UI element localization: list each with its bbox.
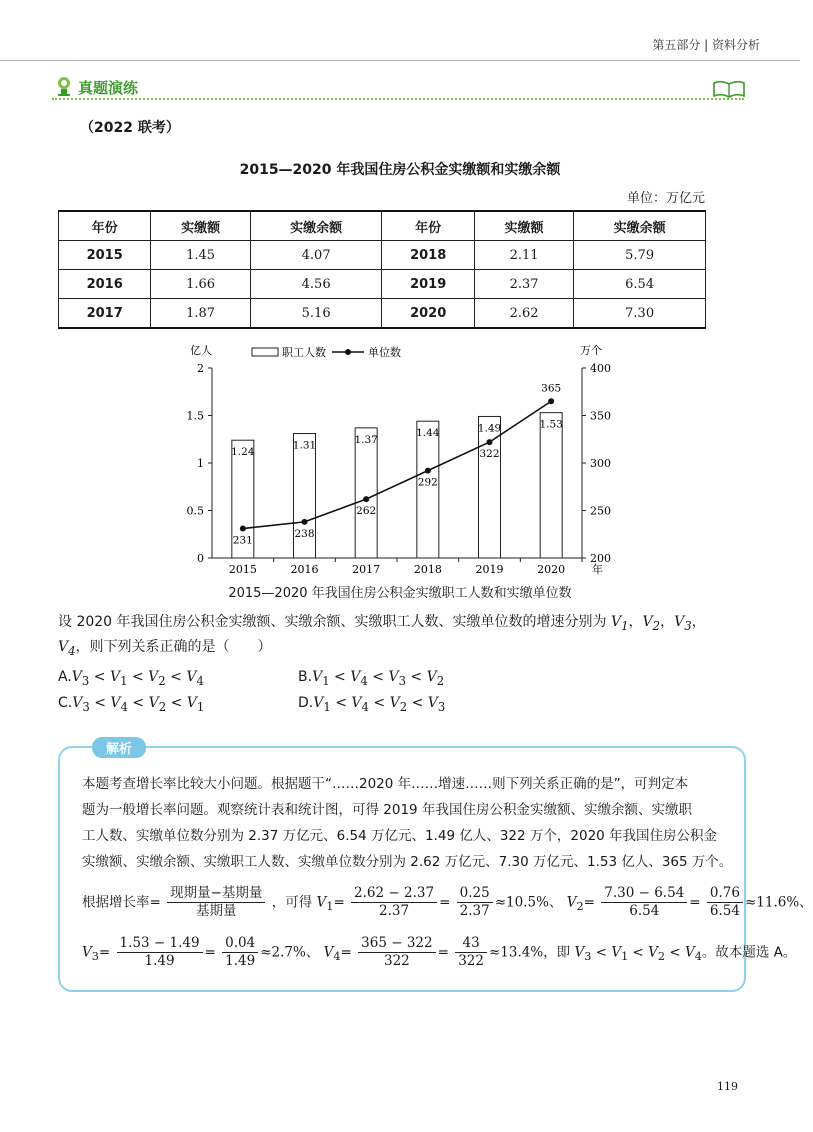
option-var: V [148, 695, 159, 711]
frac-num: 1.53 − 1.49 [117, 935, 203, 953]
table-cell: 7.30 [574, 299, 706, 329]
table-cell: 2015 [59, 241, 151, 270]
header-cell: 实缴余额 [250, 211, 382, 241]
option-var: V [350, 669, 361, 685]
option-var: V [186, 669, 197, 685]
v1-fraction-2 [457, 885, 493, 920]
frac-den: 6.54 [629, 903, 660, 919]
section-divider [52, 98, 744, 100]
point-units [548, 398, 554, 404]
frac-num: 365 − 322 [358, 935, 435, 953]
option-var: V [426, 669, 437, 685]
legend-line-label: 单位数 [368, 346, 401, 359]
option-b[interactable]: $B.V_1 < V_4 < V_3 < V_2$ [298, 669, 445, 688]
v4-fraction [358, 935, 435, 970]
bar-label: 1.24 [231, 446, 255, 459]
frac-num: 7.30 − 6.54 [601, 885, 687, 903]
table-title: 2015—2020 年我国住房公积金实缴额和实缴余额 [239, 162, 561, 178]
table-cell: 2.62 [474, 299, 573, 329]
tick-label-left: 1 [197, 457, 204, 470]
conclusion-post: 。故本题选 A。 [701, 944, 797, 961]
bar-label: 1.49 [477, 422, 502, 435]
formula-intro: 根据增长率= [82, 894, 161, 911]
table-cell: 2.11 [474, 241, 573, 270]
var-v3: $V_3$ [674, 614, 692, 633]
v2-approx: ≈11.6% [744, 894, 800, 911]
point-label: 365 [541, 382, 562, 395]
tick-label-left: 0 [197, 552, 204, 565]
open-book-icon [712, 80, 746, 98]
table-cell: 5.79 [574, 241, 706, 270]
bar-label: 1.44 [416, 427, 440, 440]
table-cell: 2017 [59, 299, 151, 329]
point-units [240, 526, 246, 532]
point-label: 322 [479, 448, 500, 461]
analysis-line: 本题考查增长率比较大小问题。根据题干“……2020 年……增速……则下列关系正确的是”，可判定本 [82, 776, 689, 792]
point-label: 262 [356, 505, 377, 518]
option-var: V [427, 695, 438, 711]
point-units [425, 468, 431, 474]
v1-approx: ≈10.5% [494, 894, 549, 911]
tick-label-right: 300 [590, 457, 611, 470]
point-units [487, 439, 493, 445]
x-tick-label: 2020 [537, 563, 566, 576]
y-axis-left-title: 亿人 [190, 344, 212, 357]
option-letter: C. [58, 695, 73, 711]
frac-num: 0.76 [707, 885, 743, 903]
analysis-label: 解析 [92, 737, 146, 758]
option-var: V [71, 669, 82, 685]
v2-fraction [601, 885, 687, 920]
header-cell: 实缴额 [474, 211, 573, 241]
formula-line-2: $V_3=$ $\frac{1.53 - 1.49}{1.49}$ = $\frac{0.04}{1.49}$ ≈2.7%、 $V_4=$ $\frac{365 - 322}{322}$ = $\frac{43}{322}$ ≈13.4%，即 $V_3 < V_1 < V_2 < V_4$。故本题选 A。 [82, 935, 797, 969]
table-header-row [59, 211, 706, 241]
frac-den: 2.37 [459, 903, 490, 919]
header-cell: 年份 [382, 211, 474, 241]
tick-label-left: 2 [197, 362, 204, 375]
question-text: 设 2020 年我国住房公积金实缴额、实缴余额、实缴职工人数、实缴单位数的增速分别为 $V_1$，$V_2$，$V_3$， [58, 614, 706, 633]
question-line2: ，则下列关系正确的是（ ） [75, 639, 272, 655]
option-var: V [109, 669, 121, 685]
table-cell: 4.07 [250, 241, 382, 270]
frac-den: 基期量 [196, 903, 237, 919]
option-a[interactable]: $A.V_3 < V_1 < V_2 < V_4$ [58, 669, 204, 688]
tick-label-right: 350 [590, 409, 611, 423]
table-row [59, 270, 706, 299]
point-units [363, 496, 369, 502]
page-number: 119 [717, 1080, 738, 1093]
point-label: 238 [294, 527, 315, 540]
frac-den: 1.49 [225, 953, 256, 969]
bar-employees [540, 413, 562, 558]
tick-label-right: 250 [590, 504, 611, 518]
conclusion-pre: ，即 [543, 944, 571, 961]
header-cell: 实缴余额 [574, 211, 706, 241]
tick-label-right: 400 [590, 362, 611, 375]
bar-employees [417, 421, 439, 558]
page-header-section: 第五部分 | 资料分析 [652, 38, 760, 52]
bar-label: 1.37 [354, 433, 378, 446]
option-var: V [313, 695, 324, 711]
point-units [302, 519, 308, 525]
exam-source: （2022 联考） [80, 120, 180, 136]
question-line1: 设 2020 年我国住房公积金实缴额、实缴余额、实缴职工人数、实缴单位数的增速分别为 [58, 614, 607, 630]
line-units [243, 401, 551, 528]
legend-line-marker [345, 349, 351, 355]
option-var: V [351, 695, 362, 711]
chart-caption: 2015—2020 年我国住房公积金实缴职工人数和实缴单位数 [228, 586, 572, 601]
option-letter: A. [58, 669, 72, 685]
y-axis-right-title: 万个 [580, 344, 602, 357]
frac-num: 0.25 [457, 885, 493, 903]
header-cell: 年份 [59, 211, 151, 241]
bar-label: 1.53 [539, 418, 563, 431]
frac-num: 0.04 [222, 935, 258, 953]
table-cell: 1.87 [151, 299, 250, 329]
header-cell: 实缴额 [151, 211, 250, 241]
frac-num: 43 [455, 935, 487, 953]
table-cell: 2020 [382, 299, 474, 329]
section-title: 真题演练 [78, 79, 139, 97]
table-cell: 4.56 [250, 270, 382, 299]
table-cell: 1.45 [151, 241, 250, 270]
option-letter: D. [298, 695, 314, 711]
frac-den: 2.37 [379, 903, 410, 919]
table-row [59, 299, 706, 329]
point-label: 292 [417, 476, 438, 489]
combo-chart [170, 340, 630, 580]
v4-fraction-2 [455, 935, 487, 970]
growth-rate-fraction [167, 885, 265, 920]
option-d[interactable]: $D.V_1 < V_4 < V_2 < V_3$ [298, 695, 446, 714]
table-cell: 2019 [382, 270, 474, 299]
bar-employees [355, 428, 377, 558]
x-axis-title: 年 [592, 563, 603, 576]
tick-label-left: 0.5 [186, 504, 204, 518]
formula-line-1: 根据增长率= $\frac{\text{现期量−基期量}}{\text{基期量}}$ ，可得 $V_1=$ $\frac{2.62 - 2.37}{2.37}$ = $\frac{0.25}{2.37}$ ≈10.5%、 $V_2=$ $\frac{7.30 - 6.54}{6.54}$ = $\frac{0.76}{6.54}$ ≈11.6%、 [82, 885, 813, 919]
header-rule [0, 60, 800, 61]
frac-den: 322 [383, 953, 410, 969]
table-cell: 6.54 [574, 270, 706, 299]
table-cell: 2018 [382, 241, 474, 270]
var-v2: $V_2$ [642, 614, 661, 633]
option-var: V [389, 695, 400, 711]
table-cell: 2.37 [474, 270, 573, 299]
x-tick-label: 2018 [413, 563, 442, 576]
frac-den: 322 [458, 953, 484, 969]
frac-num: 现期量−基期量 [167, 885, 265, 903]
v4-approx: ≈13.4% [488, 944, 544, 961]
tick-label-right: 200 [590, 552, 611, 565]
option-var: V [388, 669, 399, 685]
table-cell: 5.16 [250, 299, 382, 329]
x-tick-label: 2016 [290, 563, 319, 576]
table-cell: 2016 [59, 270, 151, 299]
frac-num: 2.62 − 2.37 [351, 885, 437, 903]
bar-label: 1.31 [292, 439, 317, 452]
var-v1: $V_1$ [610, 614, 629, 633]
v3-fraction [117, 935, 203, 970]
v2-fraction-2 [707, 885, 743, 920]
option-var: V [148, 669, 159, 685]
v3-approx: ≈2.7% [260, 944, 306, 961]
table-row [59, 241, 706, 270]
formula-mid: ，可得 [271, 894, 313, 911]
var-v4: $V_4$ [58, 639, 76, 658]
lightbulb-icon [54, 74, 74, 98]
option-var: V [312, 669, 323, 685]
option-var: V [186, 695, 197, 711]
data-table [58, 210, 706, 329]
v1-fraction [351, 885, 437, 920]
frac-den: 6.54 [709, 903, 740, 919]
tick-label-left: 1.5 [186, 409, 204, 423]
option-c[interactable]: $C.V_3 < V_4 < V_2 < V_1$ [58, 695, 205, 714]
option-letter: B. [298, 669, 313, 685]
point-label: 231 [232, 534, 253, 547]
question-text-2 [58, 637, 272, 661]
table-cell: 1.66 [151, 270, 250, 299]
x-tick-label: 2015 [228, 563, 257, 576]
legend-bar-label: 职工人数 [282, 346, 326, 359]
option-var: V [110, 695, 121, 711]
v3-fraction-2 [222, 935, 258, 970]
analysis-line: 工人数、实缴单位数分别为 2.37 万亿元、6.54 万亿元、1.49 亿人、322 万个，2020 年我国住房公积金 [82, 828, 718, 844]
x-tick-label: 2017 [352, 563, 381, 576]
legend-bar-swatch [252, 348, 278, 356]
x-tick-label: 2019 [475, 563, 504, 576]
table-unit: 单位：万亿元 [626, 191, 705, 206]
analysis-line: 题为一般增长率问题。观察统计表和统计图，可得 2019 年我国住房公积金实缴额、实缴余额、实缴职 [82, 802, 692, 818]
analysis-line: 实缴额、实缴余额、实缴职工人数、实缴单位数分别为 2.62 万亿元、7.30 万亿元、1.53 亿人、365 万个。 [82, 854, 733, 870]
option-var: V [72, 695, 83, 711]
frac-den: 1.49 [144, 953, 175, 969]
